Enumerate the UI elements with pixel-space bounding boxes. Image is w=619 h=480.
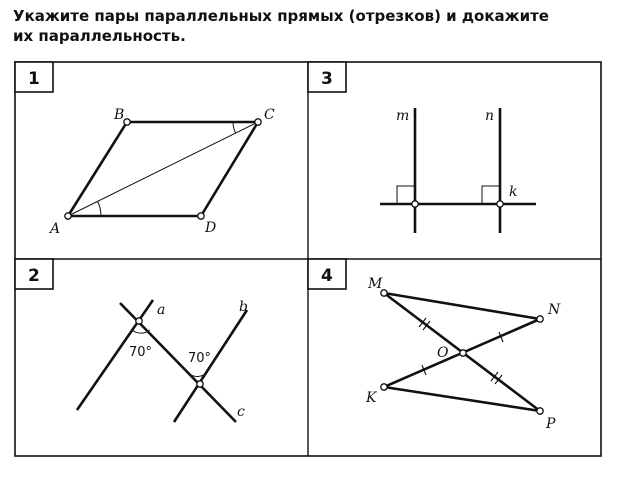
task-line-2: их параллельность. [13, 27, 186, 45]
label-m: m [396, 108, 410, 124]
panel-3-number: 3 [321, 69, 333, 89]
label-b: b [239, 299, 248, 315]
angle-arc-c [233, 122, 236, 133]
angle-value-1: 70° [129, 345, 153, 360]
label-o: O [437, 345, 449, 361]
point-k [381, 384, 387, 390]
label-p: P [546, 416, 556, 432]
point-a [65, 213, 71, 219]
angle-value-2: 70° [188, 351, 212, 366]
panel-2-number: 2 [28, 266, 40, 286]
panel-4 [308, 259, 561, 432]
panel-3 [308, 62, 536, 233]
label-k: K [366, 390, 377, 406]
label-a: a [157, 302, 166, 318]
label-n: n [485, 108, 495, 124]
panel-1-number: 1 [28, 69, 40, 89]
label-n: N [548, 302, 561, 318]
label-c: C [264, 107, 275, 123]
point-b [124, 119, 130, 125]
point-d [198, 213, 204, 219]
intersection-m-k [412, 201, 418, 207]
panel-1 [15, 62, 275, 237]
label-a: A [50, 221, 61, 237]
panel-4-number: 4 [321, 266, 333, 286]
label-c: c [237, 404, 245, 420]
point-n [537, 316, 543, 322]
label-k: k [509, 184, 518, 200]
label-m: M [368, 276, 383, 292]
angle-arc-a [98, 201, 101, 216]
segment-kp [384, 387, 540, 411]
task-line-1: Укажите пары параллельных прямых (отрезков) и докажите [13, 7, 549, 25]
intersection-b-c [197, 381, 203, 387]
label-b: B [114, 107, 125, 123]
intersection-n-k [497, 201, 503, 207]
panel-2 [15, 259, 248, 422]
point-c [255, 119, 261, 125]
point-p [537, 408, 543, 414]
label-d: D [205, 220, 217, 236]
point-o [460, 350, 466, 356]
segment-mn [384, 293, 540, 319]
intersection-a-c [136, 318, 142, 324]
